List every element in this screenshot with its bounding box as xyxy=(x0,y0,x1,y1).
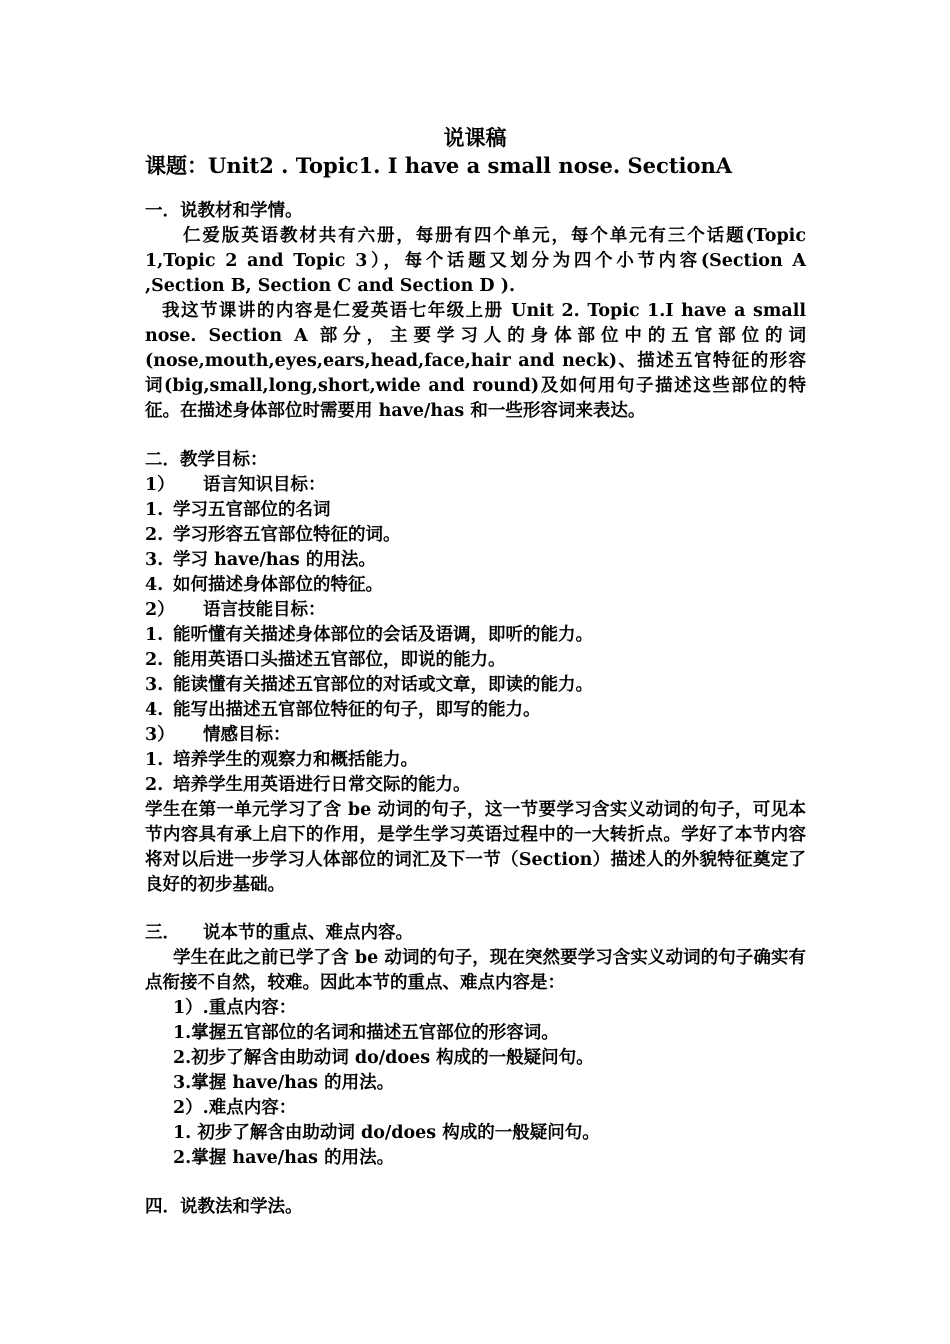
difficult-points-title: 2）.难点内容： xyxy=(173,1098,297,1118)
section-1-heading: 一．说教材和学情。 xyxy=(145,201,303,221)
goal-item xyxy=(145,648,806,673)
section-4 xyxy=(145,1195,806,1220)
key-point-item: 1.掌握五官部位的名词和描述五官部位的形容词。 xyxy=(173,1023,559,1043)
goal-item-number: 1. xyxy=(145,750,164,770)
goal-item xyxy=(145,698,806,723)
goal-item-text: 学习 have/has 的用法。 xyxy=(173,550,376,570)
goal-item-number: 3. xyxy=(145,675,164,695)
section-2 xyxy=(145,448,806,898)
section-2-heading: 二．教学目标： xyxy=(145,450,268,470)
goal-item xyxy=(145,673,806,698)
section-1-para-2: 我这节课讲的内容是仁爱英语七年级上册 Unit 2. Topic 1.I have a small nose. Section A 部分，主要学习人的身体部位中的五官部位的词(nose,mouth,eyes,ears,head,face,hair and neck)、描述五官特征的形容词(big,small,long,short,wide and round)及如何用句子描述这些部位的特征。在描述身体部位时需要用 have/has 和一些形容词来表达。 xyxy=(145,301,806,421)
section-4-heading: 四．说教法和学法。 xyxy=(145,1197,303,1217)
document-title: 说课稿 xyxy=(443,125,507,150)
goal-group-3-title: 3） 情感目标： xyxy=(145,725,291,745)
goal-item xyxy=(145,548,806,573)
key-points-title: 1）.重点内容： xyxy=(173,998,297,1018)
goal-item-text: 培养学生的观察力和概括能力。 xyxy=(173,750,418,770)
section-3-heading: 三． 说本节的重点、难点内容。 xyxy=(145,923,413,943)
goal-item-number: 1. xyxy=(145,500,164,520)
goal-group-3-list xyxy=(145,748,806,798)
difficult-point-item: 2.掌握 have/has 的用法。 xyxy=(173,1148,395,1168)
goal-item-text: 学习五官部位的名词 xyxy=(173,500,331,520)
goal-item xyxy=(145,748,806,773)
goal-group-2-list xyxy=(145,623,806,723)
goal-item-number: 3. xyxy=(145,550,164,570)
goal-item-number: 2. xyxy=(145,650,164,670)
section-3 xyxy=(145,921,806,1171)
goal-item-text: 学习形容五官部位特征的词。 xyxy=(173,525,401,545)
goal-item-text: 能用英语口头描述五官部位，即说的能力。 xyxy=(173,650,506,670)
section-2-para: 学生在第一单元学习了含 be 动词的句子，这一节要学习含实义动词的句子，可见本节内容具有承上启下的作用，是学生学习英语过程中的一大转折点。学好了本节内容将对以后进一步学习人体部位的词汇及下一节（Section）描述人的外貌特征奠定了良好的初步基础。 xyxy=(145,800,806,895)
key-points-list xyxy=(145,1021,806,1096)
goal-item-number: 2. xyxy=(145,525,164,545)
goal-item xyxy=(145,623,806,648)
goal-item-text: 如何描述身体部位的特征。 xyxy=(173,575,383,595)
goal-item-number: 4. xyxy=(145,700,164,720)
goal-item-number: 4. xyxy=(145,575,164,595)
goal-item-text: 能读懂有关描述五官部位的对话或文章，即读的能力。 xyxy=(173,675,593,695)
goal-item xyxy=(145,523,806,548)
goal-item xyxy=(145,573,806,598)
goal-item-number: 2. xyxy=(145,775,164,795)
goal-group-1-list xyxy=(145,498,806,598)
lesson-subtitle: 课题：Unit2 . Topic1. I have a small nose. SectionA xyxy=(145,153,733,178)
key-point-item: 2.初步了解含由助动词 do/does 构成的一般疑问句。 xyxy=(173,1048,594,1068)
section-3-para: 学生在此之前已学了含 be 动词的句子，现在突然要学习含实义动词的句子确实有点衔接不自然，较难。因此本节的重点、难点内容是： xyxy=(145,948,806,993)
section-1-para-1: 仁爱版英语教材共有六册，每册有四个单元，每个单元有三个话题(Topic 1,Topic 2 and Topic 3），每个话题又划分为四个小节内容(Section A ,Section B, Section C and Section D ). xyxy=(145,226,806,296)
goal-group-2-title: 2） 语言技能目标： xyxy=(145,600,326,620)
key-point-item: 3.掌握 have/has 的用法。 xyxy=(173,1073,395,1093)
goal-item-text: 能写出描述五官部位特征的句子，即写的能力。 xyxy=(173,700,541,720)
difficult-points-list xyxy=(145,1121,806,1171)
section-1 xyxy=(145,199,806,424)
goal-group-1-title: 1） 语言知识目标： xyxy=(145,475,326,495)
goal-item-text: 能听懂有关描述身体部位的会话及语调，即听的能力。 xyxy=(173,625,593,645)
goal-item-number: 1. xyxy=(145,625,164,645)
goal-item-text: 培养学生用英语进行日常交际的能力。 xyxy=(173,775,471,795)
difficult-point-item: 1. 初步了解含由助动词 do/does 构成的一般疑问句。 xyxy=(173,1123,600,1143)
goal-item xyxy=(145,498,806,523)
goal-item xyxy=(145,773,806,798)
